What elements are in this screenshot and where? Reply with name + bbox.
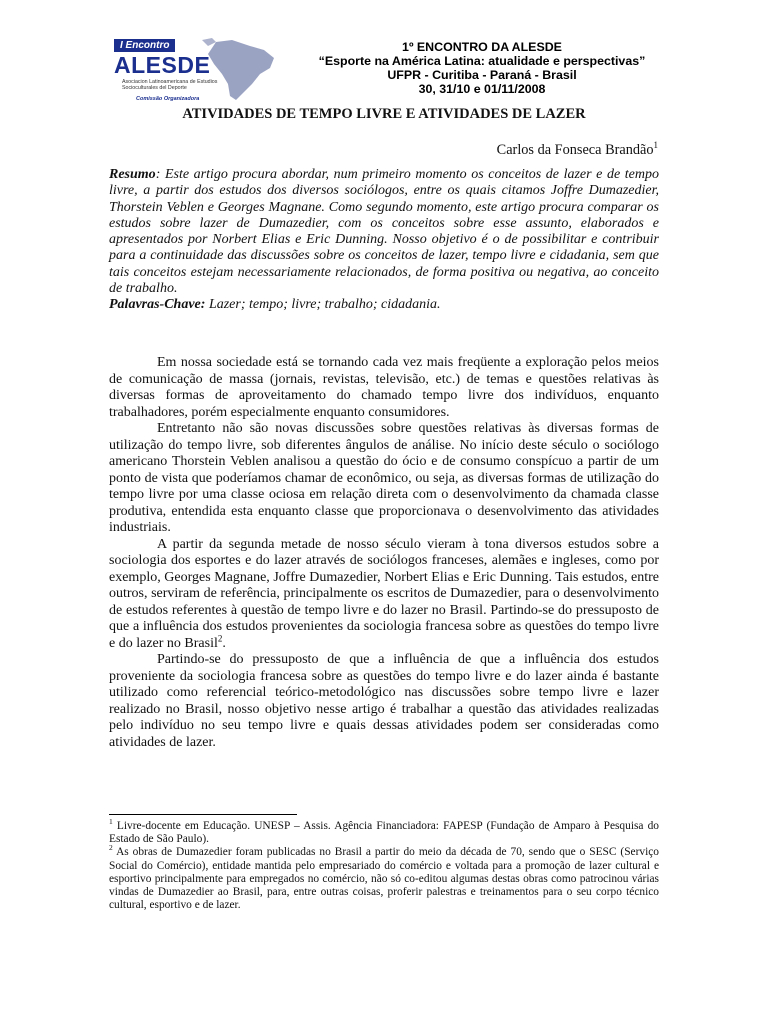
logo-subtitle: Asociacion Latinoamericana de Estudios Socioculturales del Deporte <box>122 79 218 91</box>
footnote-2-text: As obras de Dumazedier foram publicadas no Brasil a partir do meio da década de 70, sendo que o SESC (Serviço Social do Comércio), entidade mantida pelo empresariado do comércio e voltada para a promoção de lazer cultural e esportivo principalmente para empregados no comércio, não só co-editou algumas destas obras como patrocinou várias vindas de Dumazedier ao Brasil, para, entre outras coisas, proferir palestras e treinamentos para o seu corpo técnico cultural, esportivo e de lazer. <box>109 846 659 912</box>
paragraph-3 <box>109 537 659 653</box>
alesde-logo <box>104 38 290 104</box>
conference-line-4: 30, 31/10 e 01/11/2008 <box>418 82 546 96</box>
abstract <box>109 167 659 314</box>
paragraph-2: Entretanto não são novas discussões sobre questões relativas às diversas formas de utilização do tempo livre, sob diferentes ângulos de análise. No início deste século o sociólogo americano Thorstein Veblen analisou a questão do ócio e de consumo conspícuo a partir de um ponto de vista que poderíamos chamar de econômico, ou seja, as diversas formas de utilização do tempo livre por uma classe ociosa em relação direta com o desenvolvimento da chamada classe produtiva, entendida esta enquanto classe que proporcionava o desenvolvimento das atividades industriais. <box>109 421 659 535</box>
paragraph-3-end: . <box>222 635 226 651</box>
abstract-text: : Este artigo procura abordar, num primeiro momento os conceitos de lazer e de tempo livre, a partir dos estudos dos diversos sociólogos, entre os quais citamos Joffre Dumazedier, Thorstein Veblen e Georges Magnane. Como segundo momento, este artigo procura comparar os estudos sobre lazer de Dumazedier, com os conceitos sobre esse assunto, elaborados e apresentados por Norbert Elias e Eric Dunning. Nosso objetivo é o de possibilitar e contribuir para a continuidade das discussões sobre os conceitos de lazer, tempo livre e cidadania, sem que tais conceitos estejam necessariamente relacionados, de forma positiva ou negativa, ao conceito de trabalho. <box>109 167 659 297</box>
conference-line-2: “Esporte na América Latina: atualidade e perspectivas” <box>318 54 646 68</box>
footnotes <box>109 817 659 912</box>
conference-header <box>300 40 664 96</box>
footnote-1-number: 1 <box>109 817 113 827</box>
body-text <box>109 355 659 751</box>
author-name: Carlos da Fonseca Brandão <box>496 141 654 158</box>
footnote-divider <box>109 814 297 815</box>
paragraph-3-text: A partir da segunda metade de nosso século vieram à tona diversos estudos sobre a sociologia dos esportes e do lazer através de sociólogos franceses, alemães e ingleses, como por exemplo, Georges Magnane, Joffre Dumazedier, Norbert Elias e Eric Dunning. Tais estudos, entre outros, serviram de referência, principalmente os escritos de Dumazedier, para o desenvolvimento de estudos referentes à questão de tempo livre e do lazer no Brasil. Partindo-se do pressuposto de que a influência dos estudos provenientes da sociologia francesa sobre as questões do tempo livre e do lazer no Brasil <box>109 536 659 651</box>
footnote-ref-2: 2 <box>217 632 223 643</box>
keywords-text: Lazer; tempo; livre; trabalho; cidadania. <box>205 297 441 313</box>
paper-title: ATIVIDADES DE TEMPO LIVRE E ATIVIDADES DE LAZER <box>182 106 586 122</box>
abstract-label: Resumo <box>109 167 156 182</box>
footnote-2-number: 2 <box>109 843 113 853</box>
logo-banner: I Encontro <box>114 39 175 52</box>
author-footnote-ref: 1 <box>653 140 658 150</box>
keywords-label: Palavras-Chave: <box>109 297 206 313</box>
footnote-2 <box>109 843 659 912</box>
paragraph-1: Em nossa sociedade está se tornando cada vez mais freqüente a exploração pelos meios de comunicação de massa (jornais, revistas, televisão, etc.) de temas e questões relativas às diversas formas de aproveitamento do chamado tempo livre dos indivíduos, enquanto trabalhadores, porém especialmente enquanto consumidores. <box>109 355 659 420</box>
footnote-1 <box>109 817 659 846</box>
author-line <box>497 136 658 159</box>
logo-org: Comissão Organizadora <box>136 96 200 102</box>
conference-line-3: UFPR - Curitiba - Paraná - Brasil <box>387 68 577 82</box>
conference-line-1: 1º ENCONTRO DA ALESDE <box>402 40 562 54</box>
footnote-1-text: Livre-docente em Educação. UNESP – Assis. Agência Financiadora: FAPESP (Fundação de Amparo à Pesquisa do Estado de São Paulo). <box>109 820 659 846</box>
paragraph-4: Partindo-se do pressuposto de que a influência de que a influência dos estudos proveniente da sociologia francesa sobre as questões do tempo livre e do lazer ainda é bastante utilizado como referencial teórico-metodológico nas discussões sobre tempo livre e lazer realizado no Brasil, nosso objetivo nesse artigo é trabalhar a questão das atividades realizadas pelo indivíduo no seu tempo livre e quais dessas atividades podem ser consideradas como atividades de lazer. <box>109 652 659 750</box>
logo-name: ALESDE <box>114 52 211 78</box>
